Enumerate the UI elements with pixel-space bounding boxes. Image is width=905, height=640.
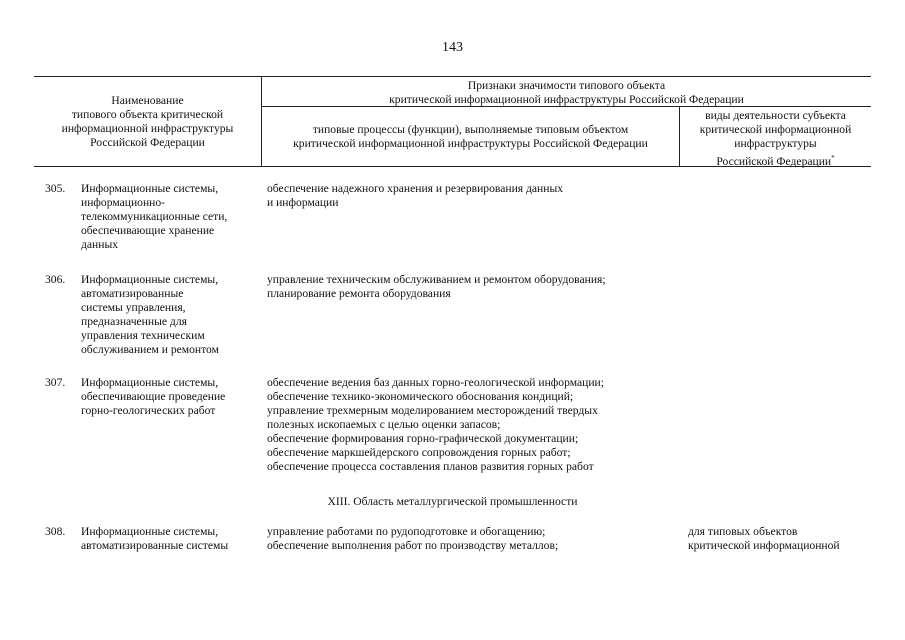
row-name-line: горно-геологических работ bbox=[81, 404, 216, 417]
header-col-activities-line: виды деятельности субъекта bbox=[705, 109, 846, 122]
header-col-name-line: Российской Федерации bbox=[90, 136, 205, 149]
row-number: 305. bbox=[45, 182, 66, 195]
row-processes bbox=[267, 273, 677, 301]
row-process-line: обеспечение ведения баз данных горно-геологической информации; bbox=[267, 376, 604, 389]
row-name-line: информационно- bbox=[81, 196, 166, 209]
row-name-line: Информационные системы, bbox=[81, 525, 219, 538]
footnote-mark: * bbox=[831, 154, 835, 162]
header-col-activities bbox=[680, 109, 871, 169]
row-number: 308. bbox=[45, 525, 66, 538]
row-activities bbox=[688, 525, 878, 553]
header-col-activities-line bbox=[680, 151, 871, 169]
row-name-line: Информационные системы, bbox=[81, 376, 219, 389]
row-name-line: Информационные системы, bbox=[81, 273, 219, 286]
header-col-activities-line: критической информационной bbox=[699, 123, 852, 136]
row-process-line: планирование ремонта оборудования bbox=[267, 287, 451, 300]
section-title: XIII. Область металлургической промышленности bbox=[327, 495, 578, 508]
header-col-name-line: Наименование bbox=[111, 94, 184, 107]
header-col-processes bbox=[262, 123, 679, 151]
row-name bbox=[81, 525, 261, 553]
header-col-name-line: типового объекта критической bbox=[71, 108, 224, 121]
row-process-line: обеспечение надежного хранения и резервирования данных bbox=[267, 182, 564, 195]
row-name-line: обеспечивающие хранение bbox=[81, 224, 215, 237]
row-name-line: автоматизированные bbox=[81, 287, 184, 300]
header-col-name bbox=[34, 94, 261, 150]
row-name-line: данных bbox=[81, 238, 119, 251]
row-process-line: обеспечение формирования горно-графической документации; bbox=[267, 432, 579, 445]
header-group-title-line: Признаки значимости типового объекта bbox=[467, 79, 666, 92]
page-number: 143 bbox=[442, 40, 463, 55]
row-name-line: предназначенные для bbox=[81, 315, 187, 328]
header-col-activities-line-text: Российской Федерации bbox=[716, 154, 832, 168]
header-col-activities-line: инфраструктуры bbox=[734, 137, 817, 150]
row-activity-line: для типовых объектов bbox=[688, 525, 798, 538]
header-col-processes-line: типовые процессы (функции), выполняемые типовым объектом bbox=[312, 123, 629, 136]
row-name-line: обслуживанием и ремонтом bbox=[81, 343, 219, 356]
row-name-line: автоматизированные системы bbox=[81, 539, 229, 552]
row-activity-line: критической информационной bbox=[688, 539, 840, 552]
row-name-line: телекоммуникационные сети, bbox=[81, 210, 228, 223]
row-name bbox=[81, 182, 261, 252]
row-process-line: управление трехмерным моделированием месторождений твердых bbox=[267, 404, 598, 417]
row-processes bbox=[267, 525, 677, 553]
row-process-line: обеспечение процесса составления планов развития горных работ bbox=[267, 460, 594, 473]
row-name-line: обеспечивающие проведение bbox=[81, 390, 226, 403]
row-process-line: полезных ископаемых с целью оценки запасов; bbox=[267, 418, 501, 431]
row-processes bbox=[267, 376, 677, 474]
row-process-line: обеспечение технико-экономического обоснования кондиций; bbox=[267, 390, 574, 403]
row-number: 307. bbox=[45, 376, 66, 389]
row-process-line: обеспечение выполнения работ по производству металлов; bbox=[267, 539, 559, 552]
row-process-line: и информации bbox=[267, 196, 339, 209]
row-name-line: системы управления, bbox=[81, 301, 186, 314]
header-group-title-line: критической информационной инфраструктуры Российской Федерации bbox=[389, 93, 744, 106]
header-col-name-line: информационной инфраструктуры bbox=[61, 122, 234, 135]
table-top-rule bbox=[34, 76, 871, 77]
row-name-line: управления техническим bbox=[81, 329, 205, 342]
row-name bbox=[81, 273, 261, 357]
row-process-line: обеспечение маркшейдерского сопровождения горных работ; bbox=[267, 446, 571, 459]
row-name-line: Информационные системы, bbox=[81, 182, 219, 195]
row-name bbox=[81, 376, 261, 418]
row-process-line: управление техническим обслуживанием и ремонтом оборудования; bbox=[267, 273, 606, 286]
row-process-line: управление работами по рудоподготовке и обогащению; bbox=[267, 525, 546, 538]
header-col-processes-line: критической информационной инфраструктуры Российской Федерации bbox=[293, 137, 648, 150]
row-processes bbox=[267, 182, 677, 210]
header-group-title bbox=[262, 79, 871, 107]
row-number: 306. bbox=[45, 273, 66, 286]
